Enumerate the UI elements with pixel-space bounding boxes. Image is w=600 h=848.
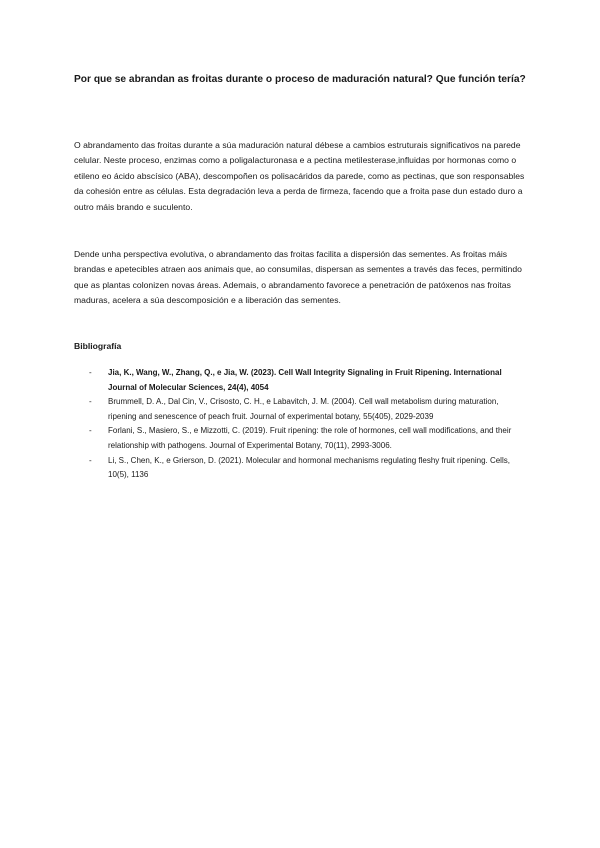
reference-item: [74, 424, 514, 453]
reference-item: [74, 366, 514, 395]
list-bullet: -: [89, 426, 92, 436]
paragraph-evolutionary-function: Dende unha perspectiva evolutiva, o abrandamento das froitas facilita a dispersión das sementes. As froitas máis brandas e apetecibles atraen aos animais que, ao consumilas, dispersan as sementes a través das feces, permitindo que as plantas colonizen novas áreas. Ademais, o abrandamento favorece a penetración de patóxenos nas froitas maduras, acelera a súa descomposición e a liberación das sementes.: [74, 249, 522, 306]
reference-text-bold: Jia, K., Wang, W., Zhang, Q., e Jia, W. (2023). Cell Wall Integrity Signaling in Fruit Ripening. International Journal of Molecular Sciences, 24(4), 4054: [108, 368, 502, 392]
document-title: Por que se abrandan as froitas durante o proceso de maduración natural? Que función tería?: [74, 74, 526, 85]
bibliography-list: [74, 366, 514, 483]
reference-item: [74, 454, 514, 483]
reference-text: Li, S., Chen, K., e Grierson, D. (2021). Molecular and hormonal mechanisms regulating fleshy fruit ripening. Cells, 10(5), 1136: [108, 455, 510, 480]
reference-text: Brummell, D. A., Dal Cin, V., Crisosto, C. H., e Labavitch, J. M. (2004). Cell wall metabolism during maturation, ripening and senescence of peach fruit. Journal of experimental botany, 55(405), 2029-2039: [108, 397, 499, 421]
list-bullet: -: [89, 368, 92, 377]
reference-item: [74, 395, 514, 424]
reference-text: Forlani, S., Masiero, S., e Mizzotti, C. (2019). Fruit ripening: the role of hormones, cell wall modifications, and their relationship with pathogens. Journal of Experimental Botany, 70(11), 2993-3006.: [108, 426, 512, 450]
list-bullet: -: [89, 455, 92, 465]
bibliography-heading: Bibliografía: [74, 341, 122, 351]
paragraph-cell-wall-changes: O abrandamento das froitas durante a súa maduración natural débese a cambios estruturais significativos na parede celular. Neste proceso, enzimas como a poligalacturonasa e a pectina metilesterase,influidas por hormonas como o etileno eo ácido abscísico (ABA), descompoñen os polisacáridos da parede, como as pectinas, que son responsables da cohesión entre as células. Esta degradación leva a perda de firmeza, facendo que a froita pase dun estado duro a outro máis brando e suculento.: [74, 140, 525, 212]
list-bullet: -: [89, 397, 92, 407]
